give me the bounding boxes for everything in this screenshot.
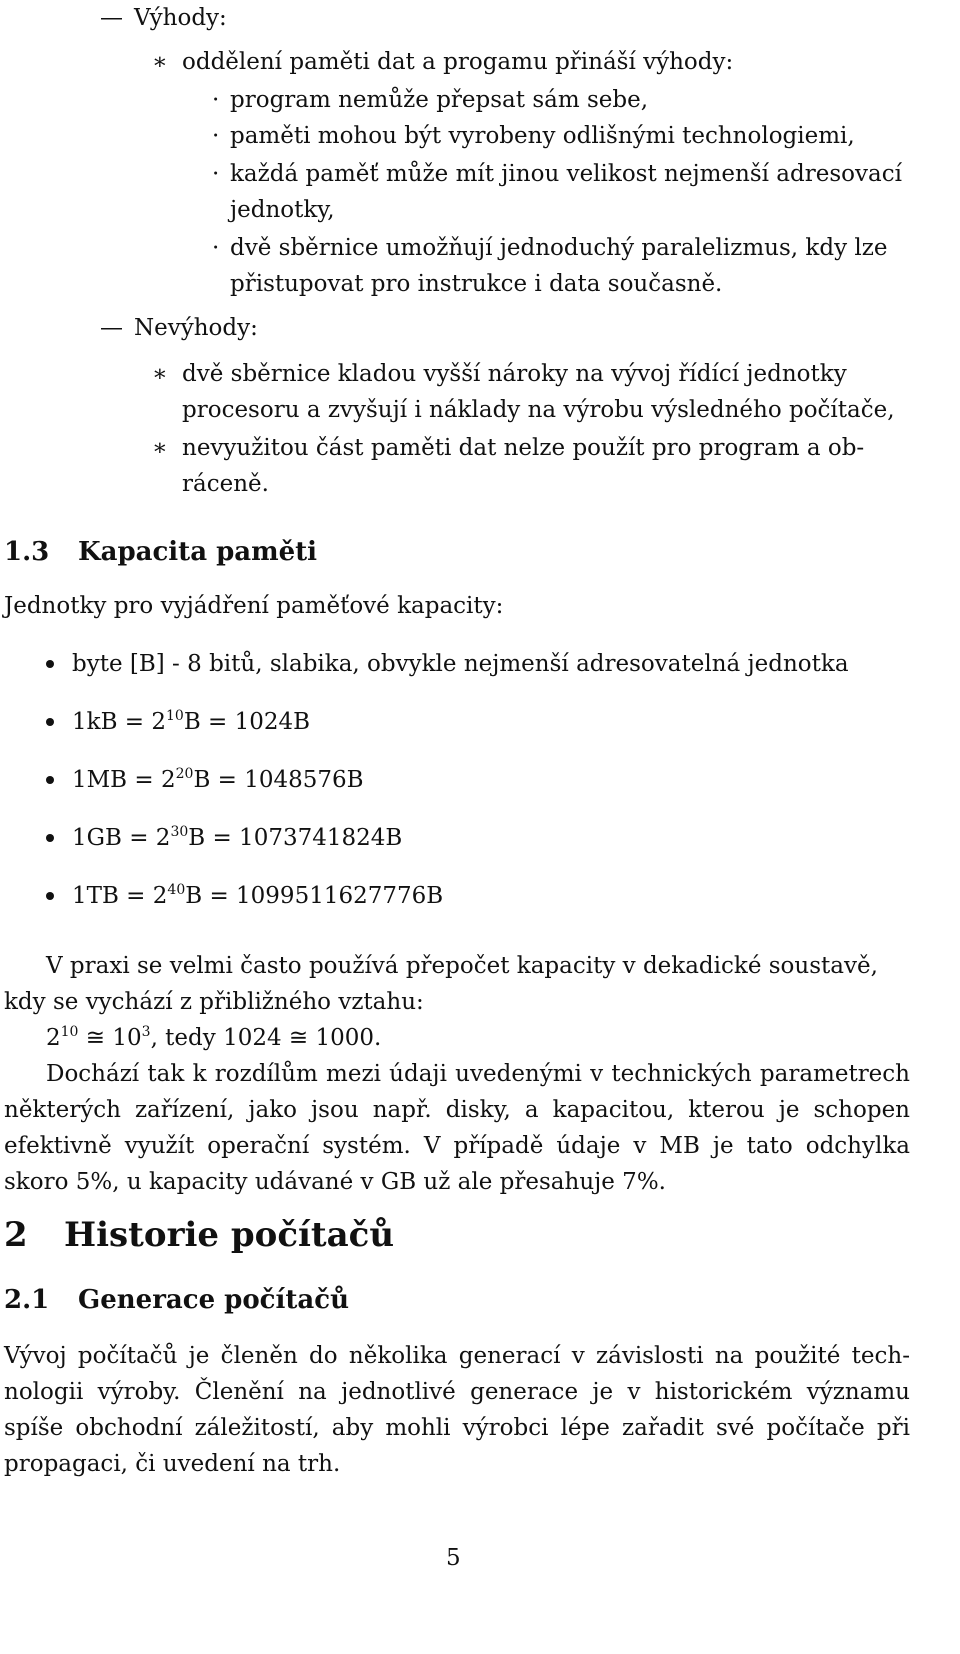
paragraph-line: Dochází tak k rozdílům mezi údaji uvedenými v technických parametrech [46,1061,910,1087]
paragraph-line: efektivně využít operační systém. V případě údaje v MB je tato odchylka [4,1133,910,1159]
paragraph-line: Vývoj počítačů je členěn do několika generací v závislosti na použité tech- [4,1343,910,1369]
bullet-icon [46,660,54,668]
paragraph-line: skoro 5%, u kapacity udávané v GB už ale přesahuje 7%. [4,1169,666,1195]
list-item: nevyužitou část paměti dat nelze použít pro program a ob- [182,435,865,461]
section-title: Kapacita paměti [78,537,318,567]
paragraph [4,1056,910,1200]
star-marker: ∗ [152,435,168,461]
disadvantages-heading: Nevýhody: [134,315,258,341]
formula-gb: $1GB = 2^{30}B = 1073741824B$ [72,824,403,851]
bullet-icon [46,776,54,784]
paragraph-line: spíše obchodní záležitostí, aby mohli výrobci lépe zařadit své počítače při [4,1415,910,1441]
section-number: 2.1 [4,1285,50,1315]
star-marker: ∗ [152,361,168,387]
page-number: 5 [446,1545,461,1571]
paragraph-line: některých zařízení, jako jsou např. disky, a kapacitou, kterou je schopen [4,1097,910,1123]
paragraph-line: propagaci, či uvedení na trh. [4,1451,341,1477]
list-item-continuation: ráceně. [182,471,269,497]
formula-tb: $1TB = 2^{40}B = 1099511627776B$ [72,882,444,909]
chapter-number: 2 [4,1215,28,1255]
dash-marker: — [100,315,123,341]
dot-marker: · [212,161,220,187]
dash-marker: — [100,5,123,31]
star-marker: ∗ [152,49,168,75]
advantages-heading: Výhody: [134,5,227,31]
bullet-icon [46,834,54,842]
section-title: Generace počítačů [78,1285,349,1315]
dot-marker: · [212,87,220,113]
paragraph [4,1338,910,1482]
list-item: program nemůže přepsat sám sebe, [230,87,649,113]
dot-marker: · [212,123,220,149]
bullet-icon [46,892,54,900]
list-item: dvě sběrnice umožňují jednoduchý paralelizmus, kdy lze [230,235,888,261]
list-item: oddělení paměti dat a progamu přináší výhody: [182,49,734,75]
chapter-title: Historie počítačů [64,1215,395,1255]
list-item-continuation: přistupovat pro instrukce i data současně. [230,271,723,297]
paragraph-line: nologii výroby. Členění na jednotlivé generace je v historickém významu [4,1379,910,1405]
list-item-continuation: procesoru a zvyšují i náklady na výrobu výsledného počítače, [182,397,895,423]
intro-text: Jednotky pro vyjádření paměťové kapacity: [4,593,504,619]
paragraph-line: V praxi se velmi často používá přepočet kapacity v dekadické soustavě, [46,953,878,979]
list-item-continuation: jednotky, [230,197,335,223]
formula-kb: $1kB = 2^{10}B = 1024B$ [72,708,311,735]
dot-marker: · [212,235,220,261]
bullet-icon [46,718,54,726]
list-item: paměti mohou být vyrobeny odlišnými technologiemi, [230,123,855,149]
section-number: 1.3 [4,537,50,567]
list-item: byte [B] - 8 bitů, slabika, obvykle nejmenší adresovatelná jednotka [72,651,849,677]
list-item: každá paměť může mít jinou velikost nejmenší adresovací [230,161,902,187]
approx-formula: $2^{10}$ ≅ $10^3$, tedy 1024 ≅ 1000. [46,1024,382,1051]
formula-mb: $1MB = 2^{20}B = 1048576B$ [72,766,364,793]
paragraph-line: kdy se vychází z přibližného vztahu: [4,989,424,1015]
list-item: dvě sběrnice kladou vyšší nároky na vývoj řídící jednotky [182,361,847,387]
